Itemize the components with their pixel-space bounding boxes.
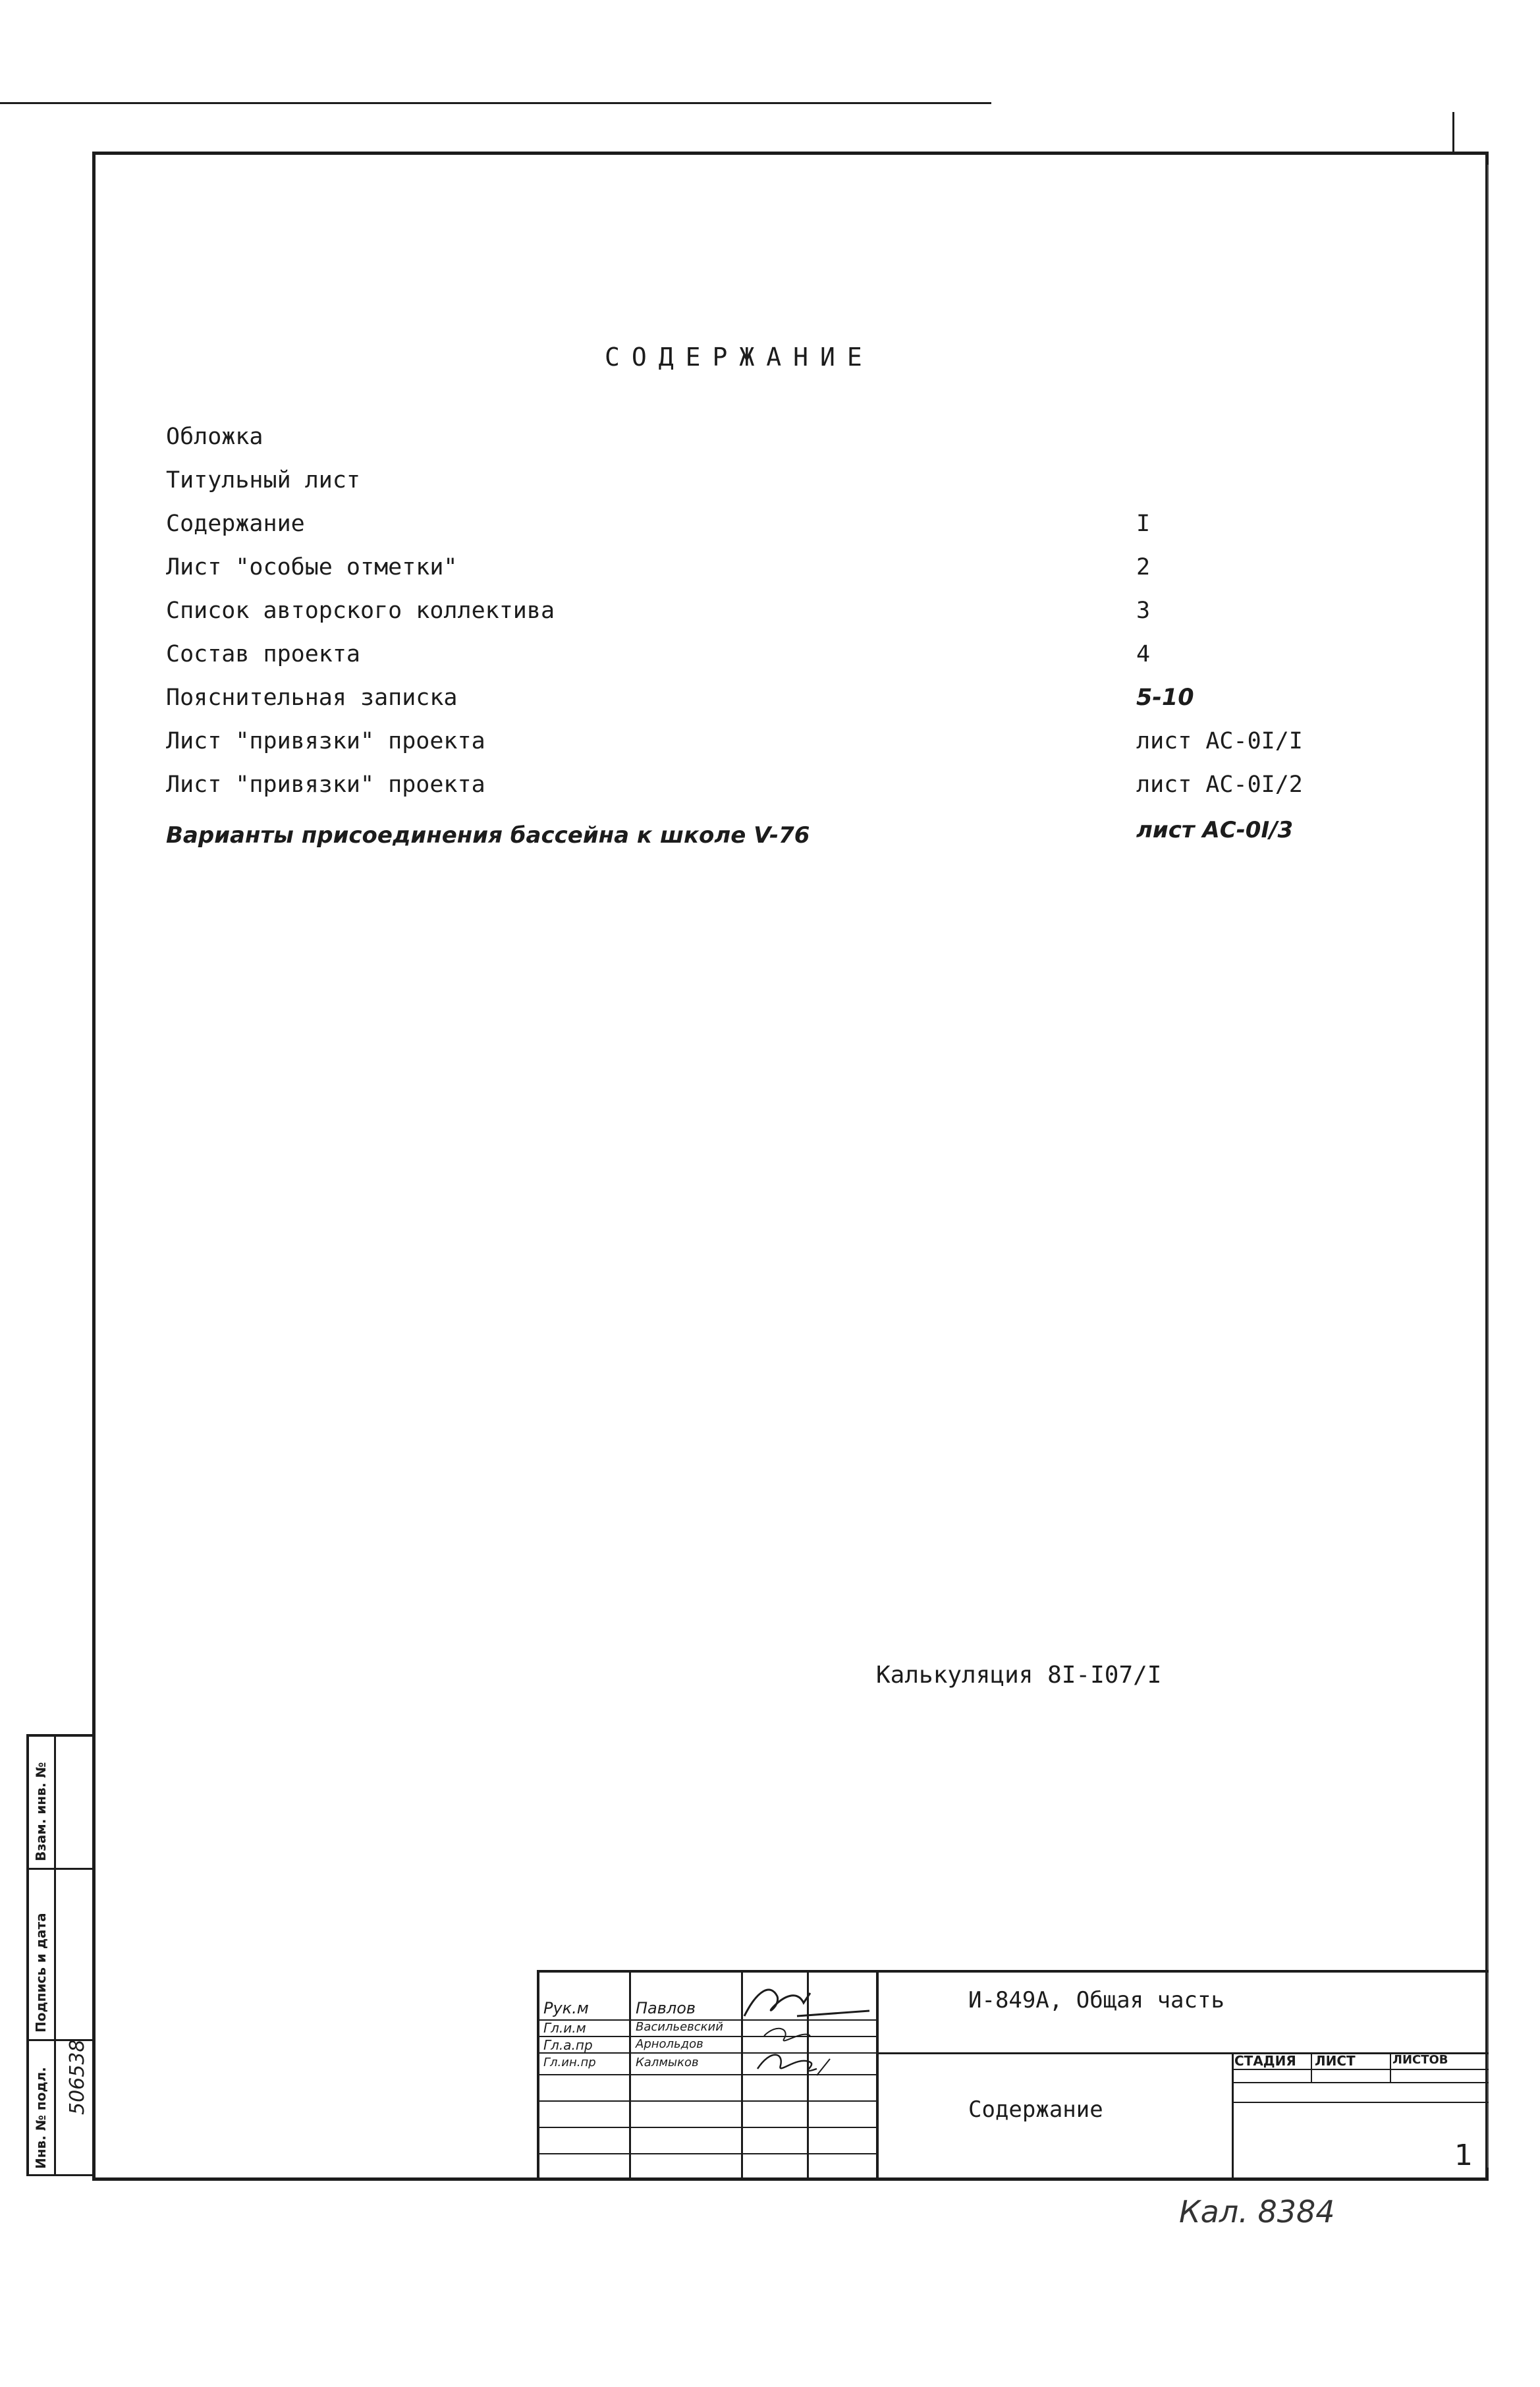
- toc-item-label: Обложка: [166, 424, 263, 450]
- scan-edge-line: [0, 102, 991, 104]
- side-strip-border: [26, 1734, 92, 1737]
- stamp-role: Гл.ин.пр: [543, 2056, 596, 2069]
- side-label-signature: Подпись и дата: [33, 1913, 49, 2033]
- stamp-stage-left: [1232, 2052, 1234, 2181]
- stamp-row-line: [537, 2100, 876, 2102]
- stamp-name: Васильевский: [636, 2020, 723, 2034]
- stamp-name: Калмыков: [636, 2056, 699, 2069]
- toc-item-label: Состав проекта: [166, 641, 361, 667]
- calculation-reference: Калькуляция 8I-I07/I: [876, 1662, 1162, 1689]
- stamp-left-line: [537, 1970, 539, 2181]
- toc-item-label: Список авторского коллектива: [166, 598, 555, 624]
- footer-note: Кал. 8384: [1179, 2194, 1335, 2230]
- scan-edge-mark: [1452, 112, 1454, 152]
- stamp-sheet-label: ЛИСТ: [1315, 2053, 1356, 2069]
- stamp-col-line: [629, 1970, 631, 2181]
- side-strip-border: [26, 1734, 29, 2176]
- stamp-sheet-number: 1: [1454, 2139, 1473, 2172]
- side-strip-border: [26, 2174, 92, 2176]
- signature-graphics: [718, 1970, 889, 2082]
- side-label-inventory: Инв. № подл.: [33, 2067, 49, 2169]
- toc-item-label: Лист "привязки" проекта: [166, 728, 485, 754]
- toc-item-page: 3: [1136, 598, 1151, 624]
- toc-item-label: Лист "особые отметки": [166, 554, 458, 580]
- stamp-stage-row: [1232, 2082, 1489, 2083]
- stamp-stage-row: [1232, 2102, 1489, 2103]
- toc-item-page: лист АС-0I/2: [1136, 772, 1303, 798]
- stamp-stage-col: [1311, 2052, 1312, 2082]
- page-title: СОДЕРЖАНИЕ: [605, 343, 874, 372]
- stamp-project-name: И-849А, Общая часть: [968, 1987, 1224, 2013]
- toc-item-page: I: [1136, 511, 1151, 537]
- stamp-role: Рук.м: [543, 1999, 589, 2017]
- toc-item-page-handwritten: лист АС-0I/3: [1136, 817, 1294, 843]
- right-inner-rule: [1487, 165, 1489, 2168]
- archive-number: 506538: [66, 2039, 89, 2115]
- stamp-name: Павлов: [636, 1999, 696, 2017]
- stamp-role: Гл.и.м: [543, 2020, 586, 2036]
- stamp-row-line: [537, 2153, 876, 2154]
- stamp-row-line: [537, 2127, 876, 2128]
- stamp-sheets-label: ЛИСТОВ: [1392, 2053, 1448, 2067]
- drawing-frame: [92, 152, 1489, 2181]
- stamp-top-line: [537, 1970, 1489, 1973]
- stamp-stage-label: СТАДИЯ: [1234, 2053, 1296, 2069]
- toc-item-label: Пояснительная записка: [166, 685, 458, 711]
- toc-item-page: лист АС-0I/I: [1136, 728, 1303, 754]
- toc-item-page: 2: [1136, 554, 1151, 580]
- side-label-replacement: Взам. инв. №: [33, 1762, 49, 1861]
- toc-item-page: 4: [1136, 641, 1151, 667]
- toc-item-label-handwritten: Варианты присоединения бассейна к школе V-76: [166, 822, 810, 849]
- side-strip-border: [54, 1734, 56, 2176]
- toc-item-page: 5-10: [1136, 685, 1194, 711]
- stamp-role: Гл.а.пр: [543, 2037, 593, 2053]
- toc-item-label: Содержание: [166, 511, 305, 537]
- toc-item-label: Лист "привязки" проекта: [166, 772, 485, 798]
- stamp-sheet-title: Содержание: [968, 2096, 1103, 2123]
- stamp-name: Арнольдов: [636, 2037, 703, 2051]
- side-strip-separator: [26, 1868, 92, 1870]
- stamp-stage-row: [1232, 2069, 1489, 2070]
- toc-item-label: Титульный лист: [166, 467, 361, 493]
- stamp-stage-col: [1390, 2052, 1391, 2082]
